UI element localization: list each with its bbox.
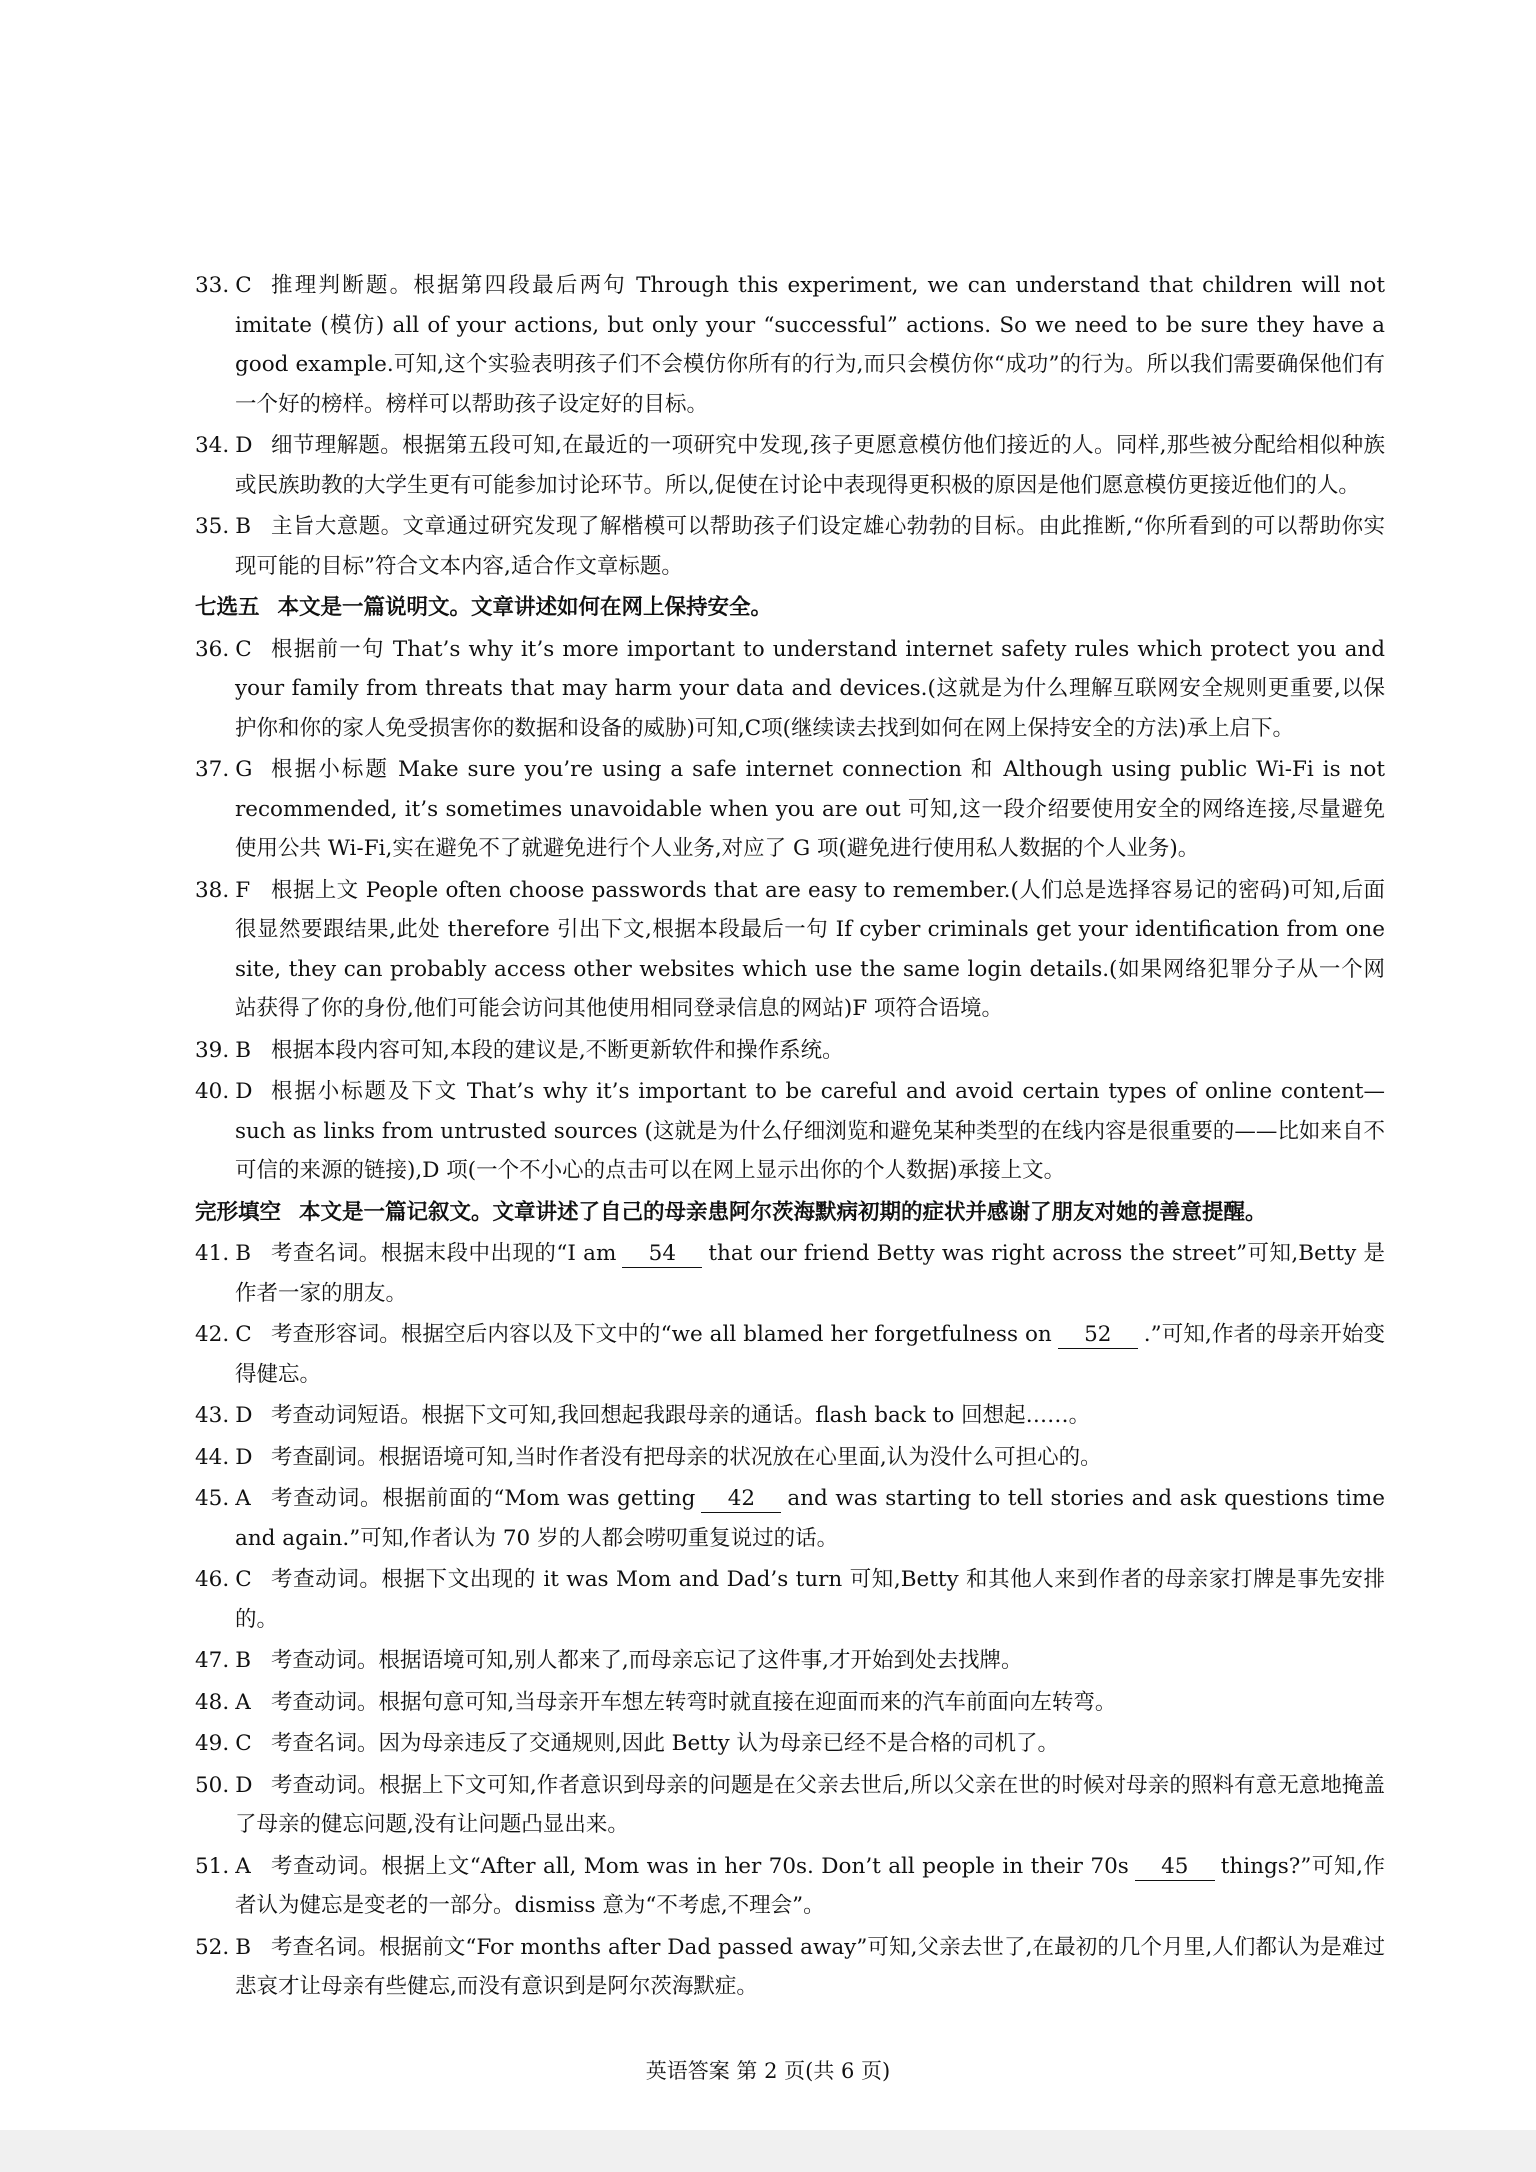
explanation: 考查动词。根据下文出现的 it was Mom and Dad’s turn 可知,Betty 和其他人来到作者的母亲家打牌是事先安排的。 [235, 1567, 1385, 1632]
question-number: 50. [195, 1772, 230, 1798]
explanation: 细节理解题。根据第五段可知,在最近的一项研究中发现,孩子更愿意模仿他们接近的人。同样,那些被分配给相似种族或民族助教的大学生更有可能参加讨论环节。所以,促使在讨论中表现得更积极的原因是他们愿意模仿更接近他们的人。 [235, 433, 1385, 498]
answer-letter: B [235, 514, 252, 539]
section-heading-wanxing [195, 1193, 1385, 1233]
answer-content [195, 266, 1385, 2009]
question-number: 35. [195, 514, 230, 539]
answer-43 [195, 1396, 1385, 1436]
explanation-pre: 考查动词。根据上文“After all, Mom was in her 70s. Don’t all people in their 70s [271, 1853, 1129, 1879]
question-number: 48. [195, 1689, 230, 1715]
section-heading-qixuan [195, 588, 1385, 628]
answer-letter: C [235, 273, 252, 298]
explanation-post: and was starting to tell stories and ask questions time and again.”可知,作者认为 70 岁的人都会唠叨重复说过的话。 [235, 1486, 1385, 1551]
explanation: 考查动词。根据句意可知,当母亲开车想左转弯时就直接在迎面而来的汽车前面向左转弯。 [271, 1689, 1117, 1715]
explanation: 根据前一句 That’s why it’s more important to understand internet safety rules which protect you and your family from threats that may harm your data and devices.(这就是为什么理解互联网安全规则更重要,以保护你和你的家人免受损害你的数据和设备的威胁)可知,C项(继续读去找到如何在网上保持安全的方法)承上启下。 [235, 636, 1385, 741]
explanation: 根据小标题 Make sure you’re using a safe internet connection 和 Although using public Wi-Fi is not recommended, it’s sometimes unavoidable when you are out 可知,这一段介绍要使用安全的网络连接,尽量避免使用公共 Wi-Fi,实在避免不了就避免进行个人业务,对应了 G 项(避免进行使用私人数据的个人业务)。 [235, 757, 1385, 861]
explanation: 根据本段内容可知,本段的建议是,不断更新软件和操作系统。 [271, 1037, 844, 1063]
answer-50 [195, 1766, 1385, 1845]
answer-letter: C [235, 1567, 252, 1592]
answer-47 [195, 1641, 1385, 1681]
question-number: 39. [195, 1037, 230, 1063]
question-number: 33. [195, 273, 230, 298]
answer-letter: B [235, 1934, 252, 1960]
question-number: 49. [195, 1731, 230, 1756]
answer-letter: D [235, 1403, 253, 1428]
answer-38 [195, 871, 1385, 1029]
section-label: 完形填空 [195, 1199, 282, 1225]
explanation-post: .”可知,作者的母亲开始变得健忘。 [235, 1322, 1385, 1387]
explanation: 考查动词。根据上下文可知,作者意识到母亲的问题是在父亲去世后,所以父亲在世的时候对母亲的照料有意无意地掩盖了母亲的健忘问题,没有让问题凸显出来。 [235, 1772, 1385, 1837]
answer-letter: C [235, 636, 252, 662]
explanation: 推理判断题。根据第四段最后两句 Through this experiment, we can understand that children will not imitate (模仿) all of your actions, but only your “successful” actions. So we need to be sure they have a good example.可知,这个实验表明孩子们不会模仿你所有的行为,而只会模仿你“成功”的行为。所以我们需要确保他们有一个好的榜样。榜样可以帮助孩子设定好的目标。 [235, 273, 1385, 417]
explanation: 考查名词。因为母亲违反了交通规则,因此 Betty 认为母亲已经不是合格的司机了。 [271, 1731, 1059, 1756]
answer-46 [195, 1560, 1385, 1639]
blank-number: 54 [622, 1241, 702, 1268]
question-number: 44. [195, 1444, 230, 1470]
explanation: 考查动词。根据语境可知,别人都来了,而母亲忘记了这件事,才开始到处去找牌。 [271, 1648, 1023, 1673]
explanation: 考查动词短语。根据下文可知,我回想起我跟母亲的通话。flash back to 回想起……。 [271, 1403, 1091, 1428]
answer-42 [195, 1315, 1385, 1394]
answer-letter: C [235, 1731, 252, 1756]
answer-40 [195, 1072, 1385, 1191]
question-number: 34. [195, 433, 230, 458]
answer-52 [195, 1928, 1385, 2007]
section-summary: 本文是一篇记叙文。文章讲述了自己的母亲患阿尔茨海默病初期的症状并感谢了朋友对她的善意提醒。 [299, 1199, 1267, 1225]
page-footer: 英语答案 第 2 页(共 6 页) [645, 2059, 891, 2083]
answer-letter: B [235, 1037, 252, 1063]
question-number: 46. [195, 1567, 230, 1592]
explanation-pre: 考查动词。根据前面的“Mom was getting [271, 1486, 696, 1511]
blank-number: 42 [701, 1486, 781, 1513]
question-number: 40. [195, 1079, 230, 1104]
answer-letter: A [235, 1689, 251, 1715]
answer-letter: D [235, 433, 253, 458]
question-number: 47. [195, 1648, 230, 1673]
answer-letter: B [235, 1241, 252, 1266]
question-number: 38. [195, 877, 230, 903]
answer-34 [195, 426, 1385, 505]
question-number: 36. [195, 636, 230, 662]
explanation: 根据上文 People often choose passwords that are easy to remember.(人们总是选择容易记的密码)可知,后面很显然要跟结果,此处 therefore 引出下文,根据本段最后一句 If cyber criminals get your identification from one site, they can probably access other websites which use the same login details.(如果网络犯罪分子从一个网站获得了你的身份,他们可能会访问其他使用相同登录信息的网站)F 项符合语境。 [235, 877, 1385, 1021]
answer-letter: G [235, 757, 253, 782]
answer-letter: A [235, 1486, 251, 1511]
blank-number: 52 [1058, 1322, 1138, 1349]
answer-37 [195, 750, 1385, 869]
answer-letter: D [235, 1079, 253, 1104]
explanation: 主旨大意题。文章通过研究发现了解楷模可以帮助孩子们设定雄心勃勃的目标。由此推断,“你所看到的可以帮助你实现可能的目标”符合文本内容,适合作文章标题。 [235, 514, 1385, 579]
answer-33 [195, 266, 1385, 424]
answer-49 [195, 1724, 1385, 1764]
answer-letter: D [235, 1444, 253, 1470]
answer-letter: C [235, 1322, 252, 1347]
answer-letter: F [235, 877, 251, 903]
answer-letter: A [235, 1853, 251, 1879]
answer-35 [195, 507, 1385, 586]
answer-44 [195, 1438, 1385, 1478]
explanation: 考查名词。根据前文“For months after Dad passed away”可知,父亲去世了,在最初的几个月里,人们都认为是难过悲哀才让母亲有些健忘,而没有意识到是阿尔茨海默症。 [235, 1934, 1385, 1999]
answer-45 [195, 1479, 1385, 1558]
explanation: 考查副词。根据语境可知,当时作者没有把母亲的状况放在心里面,认为没什么可担心的。 [271, 1444, 1102, 1470]
question-number: 37. [195, 757, 230, 782]
section-label: 七选五 [195, 595, 260, 620]
question-number: 51. [195, 1853, 230, 1879]
question-number: 52. [195, 1934, 230, 1960]
section-summary: 本文是一篇说明文。文章讲述如何在网上保持安全。 [277, 595, 773, 620]
answer-36 [195, 630, 1385, 749]
blank-number: 45 [1135, 1854, 1215, 1881]
answer-letter: D [235, 1772, 253, 1798]
answer-39 [195, 1031, 1385, 1071]
question-number: 45. [195, 1486, 230, 1511]
explanation-post: that our friend Betty was right across the street”可知,Betty 是作者一家的朋友。 [235, 1241, 1385, 1306]
answer-51 [195, 1847, 1385, 1926]
explanation-post: things?”可知,作者认为健忘是变老的一部分。dismiss 意为“不考虑,不理会”。 [235, 1853, 1385, 1918]
question-number: 41. [195, 1241, 230, 1266]
scan-bottom-edge [0, 2130, 1536, 2172]
explanation: 根据小标题及下文 That’s why it’s important to be careful and avoid certain types of online content—such as links from untrusted sources (这就是为什么仔细浏览和避免某种类型的在线内容是很重要的——比如来自不可信的来源的链接),D 项(一个不小心的点击可以在网上显示出你的个人数据)承接上文。 [235, 1079, 1385, 1183]
question-number: 43. [195, 1403, 230, 1428]
answer-48 [195, 1683, 1385, 1723]
explanation-pre: 考查名词。根据末段中出现的“I am [271, 1241, 617, 1266]
question-number: 42. [195, 1322, 230, 1347]
explanation-pre: 考查形容词。根据空后内容以及下文中的“we all blamed her forgetfulness on [271, 1322, 1052, 1347]
answer-41 [195, 1234, 1385, 1313]
answer-letter: B [235, 1648, 252, 1673]
